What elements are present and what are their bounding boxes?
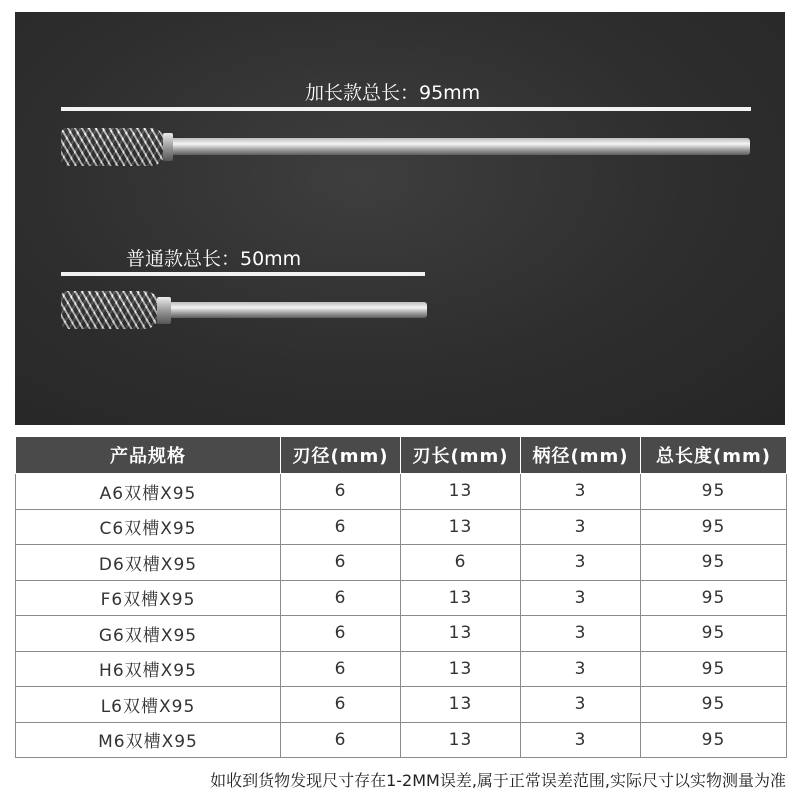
table-header-row — [16, 437, 787, 474]
cell-blade-length: 13 — [401, 616, 521, 652]
cell-spec: D6双槽X95 — [16, 545, 281, 581]
cell-total-length: 95 — [641, 687, 787, 723]
long-burr-collar — [163, 133, 173, 161]
cell-blade-diameter: 6 — [281, 545, 401, 581]
cell-total-length: 95 — [641, 616, 787, 652]
cell-blade-diameter: 6 — [281, 474, 401, 510]
long-burr-shank — [173, 138, 750, 155]
cell-blade-diameter: 6 — [281, 722, 401, 758]
cell-spec: L6双槽X95 — [16, 687, 281, 723]
long-burr-head — [61, 128, 165, 166]
long-burr-tool — [61, 124, 751, 170]
cell-blade-diameter: 6 — [281, 687, 401, 723]
cell-blade-length: 13 — [401, 474, 521, 510]
cell-blade-length: 13 — [401, 651, 521, 687]
cell-total-length: 95 — [641, 509, 787, 545]
table-row — [16, 722, 787, 758]
cell-blade-diameter: 6 — [281, 509, 401, 545]
long-length-label: 加长款总长：95mm — [305, 82, 481, 104]
table-row — [16, 580, 787, 616]
cell-spec: F6双槽X95 — [16, 580, 281, 616]
cell-shank-diameter: 3 — [521, 580, 641, 616]
normal-burr-shank — [171, 302, 427, 318]
cell-shank-diameter: 3 — [521, 509, 641, 545]
cell-shank-diameter: 3 — [521, 545, 641, 581]
cell-total-length: 95 — [641, 651, 787, 687]
header-shank-diameter: 柄径(mm) — [521, 437, 641, 474]
normal-length-label: 普通款总长：50mm — [126, 248, 302, 270]
cell-shank-diameter: 3 — [521, 616, 641, 652]
table-row — [16, 509, 787, 545]
cell-blade-diameter: 6 — [281, 580, 401, 616]
header-spec: 产品规格 — [16, 437, 281, 474]
table-row — [16, 545, 787, 581]
cell-blade-length: 13 — [401, 722, 521, 758]
cell-shank-diameter: 3 — [521, 722, 641, 758]
cell-total-length: 95 — [641, 545, 787, 581]
cell-spec: G6双槽X95 — [16, 616, 281, 652]
tolerance-note: 如收到货物发现尺寸存在1-2MM误差,属于正常误差范围,实际尺寸以实物测量为准 — [210, 771, 786, 790]
normal-burr-head — [61, 291, 159, 329]
cell-shank-diameter: 3 — [521, 474, 641, 510]
table-row — [16, 616, 787, 652]
cell-blade-diameter: 6 — [281, 616, 401, 652]
normal-length-line — [61, 272, 425, 276]
cell-shank-diameter: 3 — [521, 687, 641, 723]
cell-spec: C6双槽X95 — [16, 509, 281, 545]
spec-table — [15, 436, 787, 758]
header-blade-length: 刃长(mm) — [401, 437, 521, 474]
long-length-line — [61, 107, 751, 111]
cell-blade-length: 6 — [401, 545, 521, 581]
normal-burr-collar — [157, 297, 171, 324]
table-row — [16, 474, 787, 510]
cell-total-length: 95 — [641, 474, 787, 510]
header-blade-diameter: 刃径(mm) — [281, 437, 401, 474]
cell-spec: M6双槽X95 — [16, 722, 281, 758]
cell-total-length: 95 — [641, 580, 787, 616]
normal-burr-tool — [61, 288, 431, 332]
cell-spec: H6双槽X95 — [16, 651, 281, 687]
product-photo — [15, 12, 785, 425]
table-row — [16, 651, 787, 687]
cell-blade-length: 13 — [401, 687, 521, 723]
cell-blade-length: 13 — [401, 580, 521, 616]
cell-spec: A6双槽X95 — [16, 474, 281, 510]
table-row — [16, 687, 787, 723]
cell-blade-length: 13 — [401, 509, 521, 545]
cell-shank-diameter: 3 — [521, 651, 641, 687]
cell-blade-diameter: 6 — [281, 651, 401, 687]
cell-total-length: 95 — [641, 722, 787, 758]
header-total-length: 总长度(mm) — [641, 437, 787, 474]
